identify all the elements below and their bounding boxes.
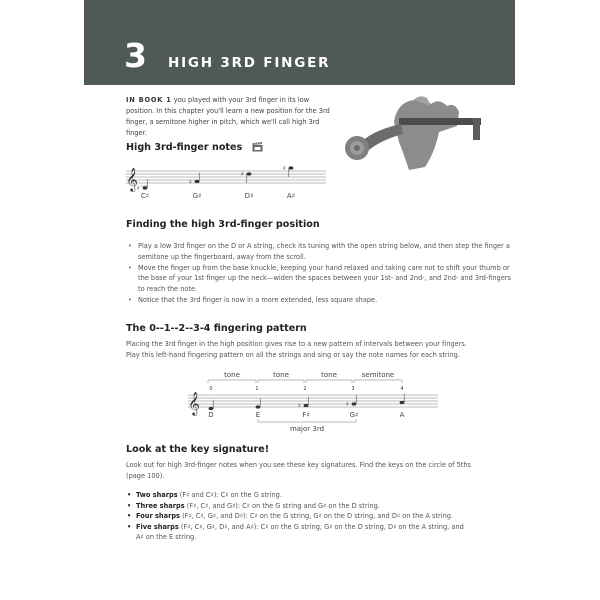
key-name: Three sharps	[136, 501, 185, 510]
svg-text:♯: ♯	[298, 402, 301, 410]
note-label: D	[208, 411, 214, 419]
pattern-paragraph: Placing the 3rd finger in the high position gives rise to a new pattern of intervals between your fingers. Play this left-hand fingering pattern on all the strings and sing or say the note names for each string.	[126, 340, 467, 359]
notation-fingering-pattern	[188, 368, 438, 440]
svg-text:1: 1	[255, 386, 259, 392]
key-detail: (F♯, C♯, and G♯): C♯ on the G string and G♯ on the D string.	[184, 501, 380, 510]
intro-lead: IN BOOK 1	[126, 96, 172, 104]
key-detail: (F♯ and C♯): C♯ on the G string.	[177, 491, 282, 499]
key-item	[126, 490, 471, 501]
video-icon[interactable]	[252, 142, 263, 152]
violin-hand-photo	[339, 92, 489, 172]
note-label: E	[255, 411, 261, 419]
note-label: A♯	[286, 192, 296, 200]
bullet-item: • Play a low 3rd finger on the D or A string, check its tuning with the open string below, and then step the finger a semitone up the fingerboard, away from the scroll.	[126, 241, 516, 263]
intro-paragraph	[126, 95, 338, 139]
svg-text:♯: ♯	[283, 165, 286, 172]
chapter-title: HIGH 3RD FINGER	[168, 55, 331, 71]
key-name: Two sharps	[136, 491, 178, 499]
key-signature-list	[126, 490, 471, 543]
svg-text:4: 4	[400, 386, 404, 392]
note-label: D♯	[244, 192, 254, 200]
key-name: Four sharps	[136, 512, 180, 521]
svg-text:𝄞: 𝄞	[188, 391, 200, 415]
svg-text:♯: ♯	[189, 179, 192, 186]
svg-text:𝄞: 𝄞	[126, 167, 138, 191]
bullet-item: • Notice that the 3rd finger is now in a more extended, less square shape.	[126, 295, 516, 306]
key-detail: (F♯, C♯, G♯, D♯, and A♯): C♯ on the G string, G♯ on the D string, D♯ on the A string, and A♯ on the E string.	[136, 522, 464, 542]
svg-text:♯: ♯	[137, 185, 140, 192]
interval-label: semitone	[361, 371, 395, 379]
heading-high-3rd-notes	[126, 142, 263, 153]
key-item	[126, 501, 471, 512]
interval-label: tone	[321, 371, 337, 379]
bullet-item: • Move the finger up from the base knuckle, keeping your hand relaxed and taking care not to shift your thumb or the base of your 1st finger up the neck—widen the spaces between your 1st- and 2nd-, and 2nd- and 3rd-fingers to reach the note.	[126, 263, 516, 295]
heading-text: High 3rd-finger notes	[126, 142, 243, 153]
svg-text:♯: ♯	[346, 401, 349, 408]
heading-fingering-pattern: The 0--1--2--3-4 fingering pattern	[126, 323, 307, 334]
svg-text:♯: ♯	[241, 171, 244, 178]
keys-paragraph: Look out for high 3rd-finger notes when you see these key signatures. Find the keys on the circle of 5ths (page 100).	[126, 461, 471, 480]
heading-key-signature: Look at the key signature!	[126, 444, 270, 455]
note-label: G♯	[192, 192, 202, 200]
key-detail: (F♯, C♯, G♯, and D♯): C♯ on the G string, G♯ on the D string, and D♯ on the A string.	[179, 512, 454, 521]
key-name: Five sharps	[136, 522, 179, 531]
chapter-header	[84, 0, 515, 85]
note-label: F♯	[302, 411, 310, 419]
intro-text: you played with your 3rd finger in its low position. In this chapter you'll learn a new position for the 3rd finger, a semitone higher in pitch, which we'll call high 3rd finger.	[126, 96, 330, 137]
interval-label: tone	[273, 371, 289, 379]
finding-bullets	[126, 241, 516, 306]
svg-text:2: 2	[303, 386, 307, 392]
note-label: C♯	[140, 192, 150, 200]
key-item	[126, 511, 471, 522]
note-label: A	[399, 411, 405, 419]
bracket-label: major 3rd	[289, 425, 325, 433]
note-label: G♯	[349, 411, 359, 419]
notation-high-3rd-notes	[126, 162, 326, 207]
key-item	[126, 522, 471, 543]
chapter-number: 3	[124, 36, 147, 75]
book-page	[84, 0, 515, 600]
heading-finding-position: Finding the high 3rd-finger position	[126, 219, 320, 230]
finger-number: 0	[209, 386, 213, 392]
interval-label: tone	[224, 371, 240, 379]
staff	[126, 162, 326, 194]
svg-text:3: 3	[351, 386, 355, 392]
